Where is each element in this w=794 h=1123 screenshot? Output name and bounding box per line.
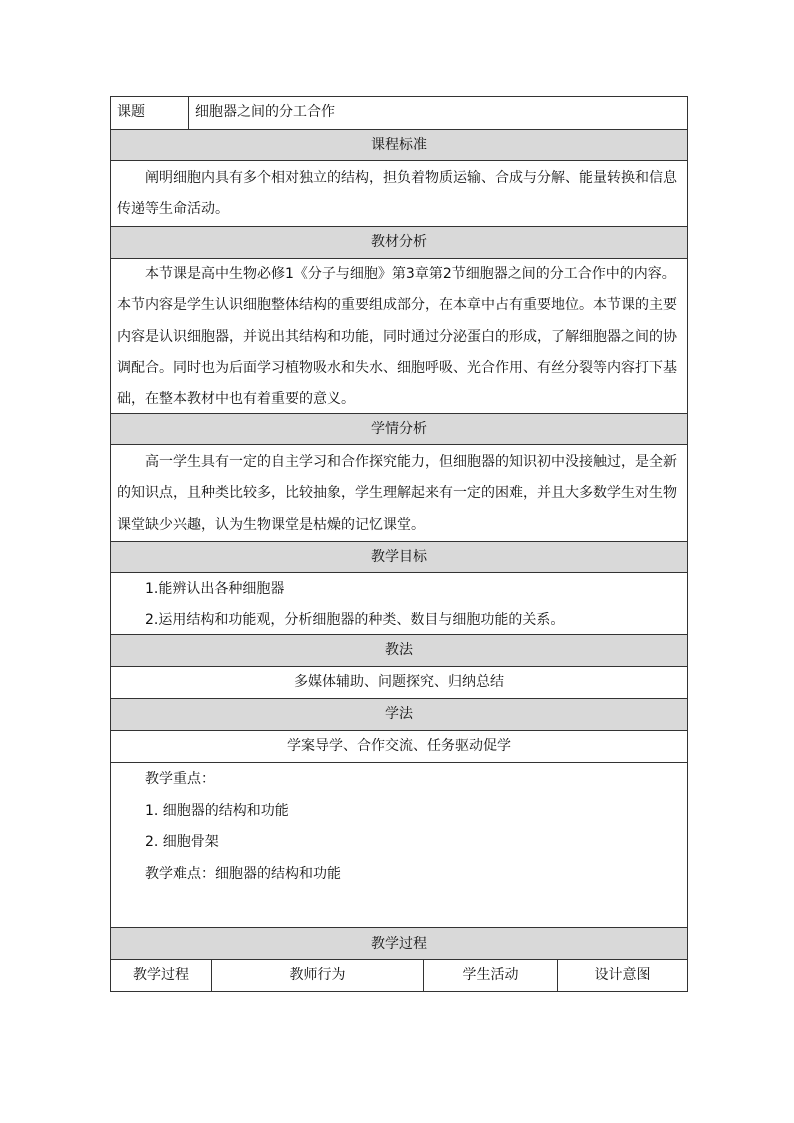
teaching-method-text: 多媒体辅助、问题探究、归纳总结: [111, 667, 687, 699]
teaching-difficulty: 教学难点：细胞器的结构和功能: [145, 865, 341, 882]
teaching-process-header: 教学过程: [111, 928, 687, 960]
lesson-plan-table: [110, 96, 688, 992]
learner-analysis-text: 高一学生具有一定的自主学习和合作探究能力，但细胞器的知识初中没接触过，是全新的知识点，且种类比较多，比较抽象，学生理解起来有一定的困难，并且大多数学生对生物课堂缺少兴趣，认为生物课堂是枯燥的记忆课堂。: [111, 445, 687, 542]
topic-row: [111, 97, 687, 130]
curriculum-standard-text: 阐明细胞内具有多个相对独立的结构，担负着物质运输、合成与分解、能量转换和信息传递等生命活动。: [111, 161, 687, 227]
column-design-intent: 设计意图: [594, 967, 651, 983]
learning-method-text: 学案导学、合作交流、任务驱动促学: [111, 731, 687, 763]
column-teaching-process: 教学过程: [111, 960, 212, 991]
objective-item: 2.运用结构和功能观，分析细胞器的种类、数目与细胞功能的关系。: [145, 612, 565, 628]
teaching-method-header: 教法: [111, 635, 687, 667]
key-point-item: 2. 细胞骨架: [145, 834, 219, 850]
teaching-objectives-list: [111, 573, 687, 635]
teaching-process-columns: [111, 960, 687, 991]
key-points-title: 教学重点：: [145, 771, 215, 787]
key-point-item: 1. 细胞器的结构和功能: [145, 802, 289, 819]
column-teacher-behavior: 教师行为: [212, 960, 424, 991]
topic-value: 细胞器之间的分工合作: [195, 104, 335, 120]
key-points-section: [111, 763, 687, 928]
column-student-activity: 学生活动: [424, 960, 558, 991]
topic-label: 课题: [111, 97, 189, 129]
learner-analysis-header: 学情分析: [111, 414, 687, 445]
textbook-analysis-header: 教材分析: [111, 227, 687, 259]
teaching-objectives-header: 教学目标: [111, 542, 687, 573]
textbook-analysis-text: 本节课是高中生物必修1《分子与细胞》第3章第2节细胞器之间的分工合作中的内容。本节内容是学生认识细胞整体结构的重要组成部分，在本章中占有重要地位。本节课的主要内容是认识细胞器，并说出其结构和功能，同时通过分泌蛋白的形成，了解细胞器之间的协调配合。同时也为后面学习植物吸水和失水、细胞呼吸、光合作用、有丝分裂等内容打下基础，在整本教材中也有着重要的意义。: [111, 259, 687, 414]
curriculum-standard-header: 课程标准: [111, 130, 687, 161]
learning-method-header: 学法: [111, 699, 687, 731]
objective-item: 1.能辨认出各种细胞器: [145, 581, 285, 597]
